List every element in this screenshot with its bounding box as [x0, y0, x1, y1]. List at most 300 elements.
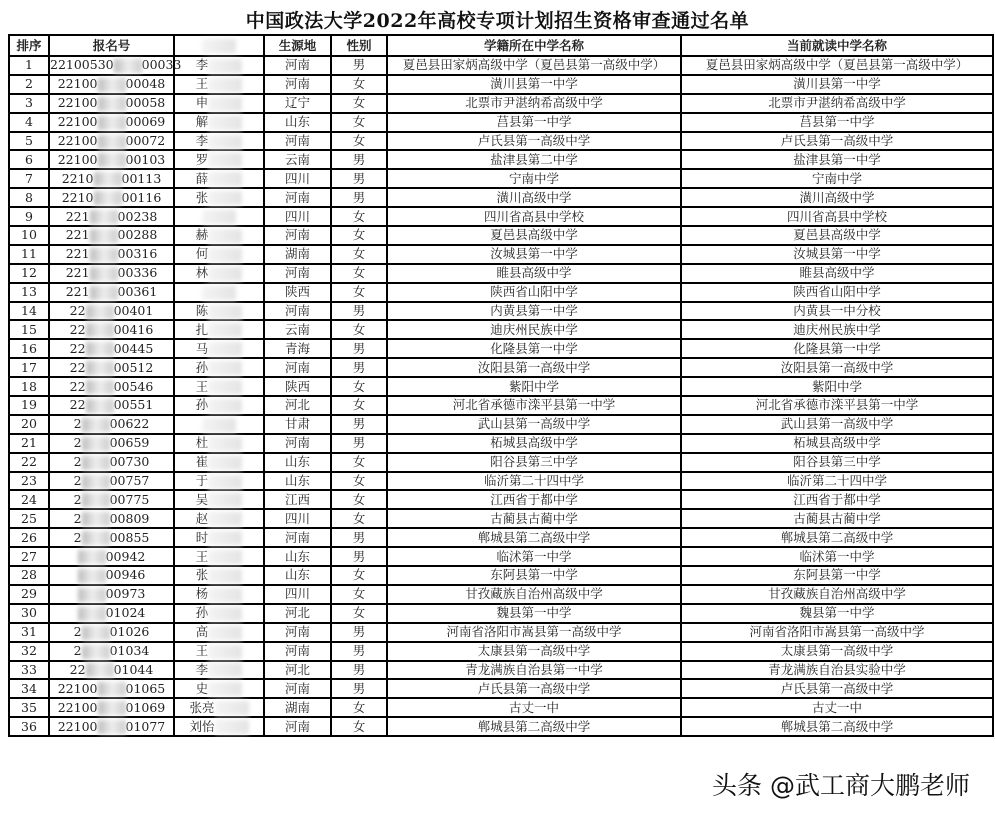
registration-no-cell	[49, 453, 174, 472]
registration-no-prefix: 22100	[57, 76, 98, 92]
registered-school-cell: 汝阳县第一高级中学	[387, 358, 681, 377]
rank-cell: 10	[9, 226, 49, 245]
registration-no-prefix: 22	[69, 397, 86, 413]
registration-no-suffix: 00058	[125, 95, 166, 111]
name-cell	[174, 226, 264, 245]
redaction-mask	[98, 701, 126, 715]
name-cell	[174, 472, 264, 491]
registration-no-cell	[49, 472, 174, 491]
registration-no-suffix: 00942	[105, 548, 146, 564]
registered-school-cell: 柘城县高级中学	[387, 434, 681, 453]
table-row	[9, 642, 993, 661]
current-school-cell: 甘孜藏族自治州高级中学	[681, 585, 993, 604]
current-school-cell: 夏邑县高级中学	[681, 226, 993, 245]
registration-no-suffix: 00072	[125, 133, 166, 148]
redaction-mask	[208, 682, 242, 696]
registration-no-cell	[49, 585, 174, 604]
name-visible: 王	[195, 76, 209, 92]
redaction-mask	[114, 59, 142, 73]
registration-no-prefix: 22100	[57, 114, 98, 130]
redaction-mask	[215, 720, 249, 734]
registration-no-suffix: 00238	[117, 208, 158, 224]
redaction-mask	[208, 437, 242, 451]
registered-school-cell: 宁南中学	[387, 169, 681, 188]
registered-school-cell: 古蔺县古蔺中学	[387, 509, 681, 528]
current-school-cell: 夏邑县田家炳高级中学（夏邑县第一高级中学）	[681, 56, 993, 75]
rank-cell: 19	[9, 396, 49, 415]
redaction-mask	[208, 380, 242, 394]
origin-cell: 河南	[264, 264, 331, 283]
name-visible: 张	[195, 189, 209, 205]
name-cell	[174, 453, 264, 472]
registration-no-cell	[49, 188, 174, 207]
redaction-mask	[208, 626, 242, 640]
registration-no-suffix: 00113	[121, 170, 162, 186]
registration-no-prefix: 22100	[57, 680, 98, 696]
registration-no-suffix: 00757	[109, 473, 150, 489]
current-school-cell: 化隆县第一中学	[681, 339, 993, 358]
redaction-mask	[86, 342, 114, 356]
table-row	[9, 604, 993, 623]
gender-cell: 男	[331, 661, 387, 680]
registration-no-cell	[49, 566, 174, 585]
current-school-cell: 临沭第一中学	[681, 547, 993, 566]
gender-cell: 女	[331, 490, 387, 509]
gender-cell: 女	[331, 207, 387, 226]
name-cell	[174, 377, 264, 396]
registration-no-suffix: 00048	[125, 76, 166, 92]
name-cell	[174, 623, 264, 642]
table-row	[9, 113, 993, 132]
origin-cell: 河北	[264, 604, 331, 623]
name-cell	[174, 509, 264, 528]
gender-cell: 男	[331, 528, 387, 547]
rank-cell: 13	[9, 283, 49, 302]
registration-no-cell	[49, 56, 182, 75]
origin-cell: 河南	[264, 56, 331, 75]
rank-cell: 33	[9, 661, 49, 680]
registration-no-suffix: 00288	[117, 227, 158, 243]
redaction-mask	[208, 475, 242, 489]
registration-no-cell	[49, 283, 174, 302]
gender-cell: 男	[331, 150, 387, 169]
origin-cell: 陕西	[264, 283, 331, 302]
name-visible: 张	[195, 567, 209, 583]
rank-cell: 1	[9, 56, 49, 75]
redaction-mask	[98, 135, 126, 149]
name-cell	[174, 434, 264, 453]
registration-no-suffix: 01069	[125, 699, 166, 715]
redaction-mask	[98, 153, 126, 167]
registration-no-suffix: 00855	[109, 529, 150, 545]
rank-cell: 31	[9, 623, 49, 642]
name-cell	[174, 679, 264, 698]
registered-school-cell: 夏邑县高级中学	[387, 226, 681, 245]
registration-no-suffix: 00775	[109, 491, 150, 507]
table-row	[9, 169, 993, 188]
name-visible: 刘怡	[189, 718, 215, 734]
gender-cell: 男	[331, 415, 387, 434]
origin-cell: 湖南	[264, 245, 331, 264]
name-cell	[174, 358, 264, 377]
registration-no-cell	[49, 679, 174, 698]
registration-no-suffix: 00946	[105, 567, 146, 583]
redaction-mask	[98, 78, 126, 92]
name-visible: 张亮	[189, 699, 215, 715]
rank-cell: 23	[9, 472, 49, 491]
name-cell	[174, 113, 264, 132]
header-registration-no: 报名号	[49, 35, 174, 56]
redaction-mask	[82, 456, 110, 470]
rank-cell: 16	[9, 339, 49, 358]
redaction-mask	[208, 512, 242, 526]
origin-cell: 云南	[264, 150, 331, 169]
redaction-mask	[98, 97, 126, 111]
registered-school-cell: 潢川县第一中学	[387, 75, 681, 94]
name-visible: 解	[195, 114, 209, 130]
name-cell	[174, 264, 264, 283]
rank-cell: 34	[9, 679, 49, 698]
redaction-mask	[208, 361, 242, 375]
registration-no-cell	[49, 698, 174, 717]
table-row	[9, 434, 993, 453]
registration-no-suffix: 00361	[117, 284, 158, 300]
origin-cell: 河南	[264, 226, 331, 245]
registration-no-prefix: 2	[73, 491, 82, 507]
origin-cell: 河南	[264, 188, 331, 207]
redaction-mask	[208, 248, 242, 262]
name-cell	[174, 490, 264, 509]
registered-school-cell: 卢氏县第一高级中学	[387, 132, 681, 151]
registration-no-cell	[49, 75, 174, 94]
name-cell	[174, 698, 264, 717]
redaction-mask	[82, 475, 110, 489]
name-visible: 孙	[195, 359, 209, 375]
registered-school-cell: 武山县第一高级中学	[387, 415, 681, 434]
redaction-mask	[208, 588, 242, 602]
rank-cell: 4	[9, 113, 49, 132]
redaction-mask	[86, 323, 114, 337]
registration-no-suffix: 01044	[113, 661, 154, 677]
origin-cell: 河南	[264, 528, 331, 547]
name-cell	[174, 245, 264, 264]
gender-cell: 男	[331, 169, 387, 188]
origin-cell: 湖南	[264, 698, 331, 717]
name-cell	[174, 547, 264, 566]
table-row	[9, 283, 993, 302]
redaction-mask	[86, 663, 114, 677]
rank-cell: 22	[9, 453, 49, 472]
origin-cell: 山东	[264, 472, 331, 491]
registration-no-suffix: 00069	[125, 114, 166, 130]
name-cell	[174, 132, 264, 151]
rank-cell: 29	[9, 585, 49, 604]
name-visible: 孙	[195, 605, 209, 621]
header-origin: 生源地	[264, 35, 331, 56]
table-row	[9, 377, 993, 396]
table-row	[9, 679, 993, 698]
rank-cell: 6	[9, 150, 49, 169]
gender-cell: 女	[331, 396, 387, 415]
registration-no-cell	[49, 132, 174, 151]
name-visible: 陈	[195, 303, 209, 319]
redaction-mask	[78, 588, 106, 602]
current-school-cell: 古丈一中	[681, 698, 993, 717]
registration-no-prefix: 22	[69, 378, 86, 394]
redaction-mask	[86, 399, 114, 413]
registration-no-suffix: 00730	[109, 454, 150, 470]
gender-cell: 女	[331, 453, 387, 472]
registered-school-cell: 古丈一中	[387, 698, 681, 717]
table-row	[9, 472, 993, 491]
registration-no-suffix: 00033	[141, 57, 182, 73]
registration-no-prefix: 2	[73, 624, 82, 640]
redaction-mask	[90, 286, 118, 300]
gender-cell: 女	[331, 132, 387, 151]
registered-school-cell: 睢县高级中学	[387, 264, 681, 283]
registered-school-cell: 甘孜藏族自治州高级中学	[387, 585, 681, 604]
name-cell	[174, 717, 264, 736]
gender-cell: 女	[331, 472, 387, 491]
registration-no-suffix: 00416	[113, 321, 154, 337]
name-visible: 李	[195, 57, 209, 73]
current-school-cell: 潢川县第一中学	[681, 75, 993, 94]
registration-no-cell	[49, 207, 174, 226]
registered-school-cell: 潢川高级中学	[387, 188, 681, 207]
registration-no-prefix: 2	[73, 473, 82, 489]
registered-school-cell: 盐津县第二中学	[387, 150, 681, 169]
redaction-mask	[208, 569, 242, 583]
redaction-mask	[82, 493, 110, 507]
gender-cell: 男	[331, 56, 387, 75]
name-cell	[174, 585, 264, 604]
name-visible: 于	[195, 473, 209, 489]
registration-no-suffix: 01024	[105, 605, 146, 621]
redaction-mask	[98, 682, 126, 696]
registered-school-cell: 东阿县第一中学	[387, 566, 681, 585]
table-row	[9, 490, 993, 509]
registration-no-cell	[49, 169, 174, 188]
registered-school-cell: 魏县第一中学	[387, 604, 681, 623]
current-school-cell: 江西省于都中学	[681, 490, 993, 509]
registered-school-cell: 夏邑县田家炳高级中学（夏邑县第一高级中学）	[387, 56, 681, 75]
table-row	[9, 585, 993, 604]
gender-cell: 女	[331, 377, 387, 396]
redaction-mask	[202, 286, 236, 300]
name-cell	[174, 169, 264, 188]
table-row	[9, 207, 993, 226]
rank-cell: 9	[9, 207, 49, 226]
origin-cell: 陕西	[264, 377, 331, 396]
registration-no-suffix: 00103	[125, 151, 166, 167]
name-visible: 王	[195, 378, 209, 394]
registered-school-cell: 北票市尹湛纳希高级中学	[387, 94, 681, 113]
rank-cell: 15	[9, 320, 49, 339]
registration-no-suffix: 00546	[113, 378, 154, 394]
name-visible: 扎	[195, 321, 209, 337]
redaction-mask	[208, 399, 242, 413]
name-visible: 何	[195, 246, 209, 262]
table-row	[9, 661, 993, 680]
registration-no-cell	[49, 226, 174, 245]
registered-school-cell: 河北省承德市滦平县第一中学	[387, 396, 681, 415]
rank-cell: 21	[9, 434, 49, 453]
current-school-cell: 武山县第一高级中学	[681, 415, 993, 434]
header-registered-school: 学籍所在中学名称	[387, 35, 681, 56]
registered-school-cell: 汝城县第一中学	[387, 245, 681, 264]
name-cell	[174, 396, 264, 415]
registration-no-prefix: 221	[65, 246, 90, 262]
table-row	[9, 717, 993, 736]
redaction-mask	[90, 267, 118, 281]
gender-cell: 男	[331, 623, 387, 642]
registered-school-cell: 河南省洛阳市嵩县第一高级中学	[387, 623, 681, 642]
gender-cell: 男	[331, 188, 387, 207]
rank-cell: 24	[9, 490, 49, 509]
origin-cell: 河南	[264, 75, 331, 94]
redaction-mask	[208, 229, 242, 243]
table-row	[9, 528, 993, 547]
origin-cell: 青海	[264, 339, 331, 358]
name-cell	[174, 94, 264, 113]
registration-no-suffix: 00622	[109, 416, 150, 432]
name-cell	[174, 320, 264, 339]
registered-school-cell: 迪庆州民族中学	[387, 320, 681, 339]
redaction-mask	[208, 305, 242, 319]
table-row	[9, 547, 993, 566]
gender-cell: 女	[331, 320, 387, 339]
registration-no-prefix: 22	[69, 321, 86, 337]
registration-no-prefix: 2210	[61, 170, 94, 186]
gender-cell: 女	[331, 75, 387, 94]
origin-cell: 云南	[264, 320, 331, 339]
rank-cell: 27	[9, 547, 49, 566]
redaction-mask	[208, 531, 242, 545]
rank-cell: 14	[9, 302, 49, 321]
gender-cell: 男	[331, 434, 387, 453]
table-row	[9, 75, 993, 94]
registered-school-cell: 紫阳中学	[387, 377, 681, 396]
redaction-mask	[94, 172, 122, 186]
redaction-mask	[98, 720, 126, 734]
name-visible: 王	[195, 643, 209, 659]
registration-no-cell	[49, 604, 174, 623]
registration-no-prefix: 2	[73, 435, 82, 451]
origin-cell: 河南	[264, 679, 331, 698]
origin-cell: 河南	[264, 302, 331, 321]
redaction-mask	[90, 229, 118, 243]
registration-no-cell	[49, 396, 174, 415]
current-school-cell: 汝阳县第一高级中学	[681, 358, 993, 377]
table-row	[9, 623, 993, 642]
redaction-mask	[98, 116, 126, 130]
registration-no-prefix: 221	[65, 208, 90, 224]
redaction-mask	[202, 418, 236, 432]
origin-cell: 河南	[264, 132, 331, 151]
gender-cell: 女	[331, 698, 387, 717]
registration-no-prefix: 22100	[57, 133, 98, 148]
registered-school-cell: 临沂第二十四中学	[387, 472, 681, 491]
gender-cell: 女	[331, 264, 387, 283]
table-row	[9, 698, 993, 717]
registration-no-cell	[49, 547, 174, 566]
redaction-mask	[208, 153, 242, 167]
redaction-mask	[208, 607, 242, 621]
current-school-cell: 青龙满族自治县实验中学	[681, 661, 993, 680]
name-visible: 杜	[195, 435, 209, 451]
gender-cell: 女	[331, 113, 387, 132]
origin-cell: 河南	[264, 717, 331, 736]
registration-no-suffix: 00809	[109, 510, 150, 526]
rank-cell: 36	[9, 717, 49, 736]
registration-no-suffix: 00659	[109, 435, 150, 451]
registration-no-cell	[49, 150, 174, 169]
registered-school-cell: 临沭第一中学	[387, 547, 681, 566]
gender-cell: 女	[331, 226, 387, 245]
registration-no-cell	[49, 113, 174, 132]
registration-no-suffix: 00551	[113, 397, 154, 413]
current-school-cell: 郸城县第二高级中学	[681, 528, 993, 547]
name-visible: 马	[195, 340, 209, 356]
registration-no-prefix: 22	[69, 303, 86, 319]
registration-no-cell	[49, 245, 174, 264]
gender-cell: 女	[331, 566, 387, 585]
gender-cell: 女	[331, 245, 387, 264]
name-cell	[174, 283, 264, 302]
table-row	[9, 358, 993, 377]
redaction-mask	[208, 78, 242, 92]
table-row	[9, 339, 993, 358]
redaction-mask	[90, 248, 118, 262]
rank-cell: 35	[9, 698, 49, 717]
table-row	[9, 415, 993, 434]
gender-cell: 男	[331, 358, 387, 377]
current-school-cell: 北票市尹湛纳希高级中学	[681, 94, 993, 113]
current-school-cell: 郸城县第二高级中学	[681, 717, 993, 736]
name-visible: 史	[195, 680, 209, 696]
name-cell	[174, 415, 264, 434]
name-cell	[174, 566, 264, 585]
gender-cell: 女	[331, 283, 387, 302]
current-school-cell: 临沂第二十四中学	[681, 472, 993, 491]
origin-cell: 山东	[264, 453, 331, 472]
redaction-mask	[82, 531, 110, 545]
name-cell	[174, 661, 264, 680]
registered-school-cell: 太康县第一高级中学	[387, 642, 681, 661]
admission-list-table	[8, 34, 994, 737]
registration-no-cell	[49, 320, 174, 339]
table-row	[9, 188, 993, 207]
registered-school-cell: 化隆县第一中学	[387, 339, 681, 358]
rank-cell: 18	[9, 377, 49, 396]
gender-cell: 女	[331, 94, 387, 113]
redaction-mask	[82, 645, 110, 659]
current-school-cell: 内黄县一中分校	[681, 302, 993, 321]
registration-no-prefix: 221	[65, 284, 90, 300]
redaction-mask	[208, 97, 242, 111]
origin-cell: 甘肃	[264, 415, 331, 434]
rank-cell: 7	[9, 169, 49, 188]
name-cell	[174, 604, 264, 623]
registration-no-prefix: 2	[73, 643, 82, 659]
name-cell	[174, 302, 264, 321]
redaction-mask	[208, 342, 242, 356]
redaction-mask	[78, 569, 106, 583]
name-cell	[174, 56, 264, 75]
redaction-mask	[90, 210, 118, 224]
redaction-mask	[82, 626, 110, 640]
redaction-mask	[86, 380, 114, 394]
